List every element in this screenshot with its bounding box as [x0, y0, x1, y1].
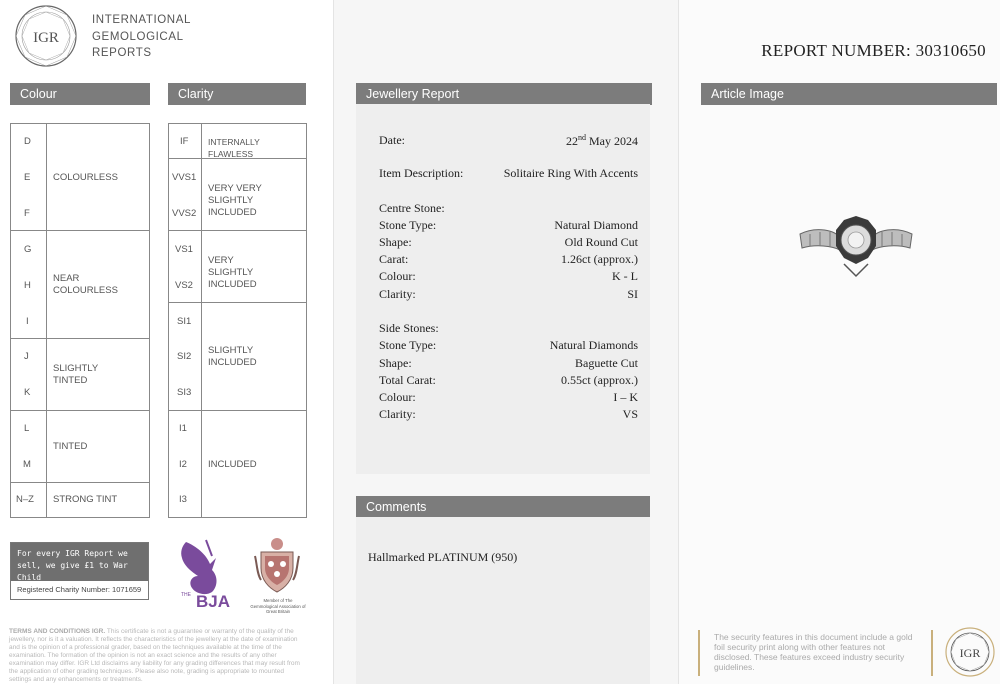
- date-label: Date:: [379, 133, 405, 147]
- seal-text: IGR: [959, 646, 981, 660]
- colour-grade: N–Z: [16, 494, 34, 505]
- charity-box: [10, 542, 149, 600]
- comment-text: Hallmarked PLATINUM (950): [368, 550, 518, 564]
- field-label: Stone Type:: [379, 218, 437, 232]
- divider: [46, 123, 47, 518]
- divider: [168, 410, 307, 411]
- divider: [10, 410, 150, 411]
- fold-line: [678, 0, 679, 684]
- date-suffix: nd: [578, 133, 586, 142]
- colour-group-label: TINTED: [53, 441, 88, 452]
- brand-line: INTERNATIONAL: [92, 14, 191, 26]
- field-label: Carat:: [379, 252, 409, 266]
- colour-header: Colour: [10, 83, 150, 105]
- clarity-group-label: INCLUDED: [208, 459, 257, 470]
- brand-name: [92, 12, 191, 62]
- field-value: K - L: [612, 269, 638, 283]
- clarity-group-label: VERY SLIGHTLY INCLUDED: [208, 255, 257, 290]
- divider: [168, 230, 307, 231]
- security-notice: The security features in this document include a gold foil security print along with other features not disclosed. These features exceed industry security guidelines.: [714, 632, 913, 672]
- colour-grade: G: [24, 244, 32, 255]
- charity-message: For every IGR Report we sell, we give £1 to War Child: [11, 543, 148, 581]
- clarity-grade: IF: [180, 136, 189, 147]
- divider: [10, 482, 150, 483]
- terms-heading: TERMS AND CONDITIONS IGR.: [9, 628, 106, 635]
- gold-divider: [698, 630, 700, 676]
- fold-line: [333, 0, 334, 684]
- gem-association-crest-icon: [251, 534, 303, 596]
- centre-stone-label: Centre Stone:: [379, 201, 445, 215]
- brand-line: REPORTS: [92, 47, 152, 59]
- comments-header: Comments: [356, 496, 650, 518]
- clarity-grade: VVS1: [172, 172, 197, 183]
- jewellery-report-header: Jewellery Report: [356, 83, 652, 105]
- field-value: Natural Diamond: [554, 218, 638, 232]
- field-value: Baguette Cut: [575, 356, 638, 370]
- colour-grade: I: [26, 316, 29, 327]
- clarity-grade: SI3: [177, 387, 192, 398]
- divider: [10, 230, 150, 231]
- divider: [168, 302, 307, 303]
- colour-group-label: COLOURLESS: [53, 172, 118, 183]
- clarity-grade: SI2: [177, 351, 192, 362]
- colour-group-label: STRONG TINT: [53, 494, 118, 505]
- divider: [201, 123, 202, 518]
- field-label: Colour:: [379, 269, 416, 283]
- clarity-grade: VVS2: [172, 208, 197, 219]
- field-label: Stone Type:: [379, 338, 437, 352]
- divider: [10, 338, 150, 339]
- charity-number: Registered Charity Number: 1071659: [17, 585, 142, 594]
- clarity-group-label: INTERNALLY FLAWLESS: [208, 137, 260, 159]
- bja-text: BJA: [196, 592, 231, 611]
- field-value: Natural Diamonds: [549, 338, 638, 352]
- colour-grade: D: [24, 136, 31, 147]
- clarity-grade: SI1: [177, 316, 192, 327]
- bja-prefix: THE: [181, 592, 191, 598]
- clarity-grade: I1: [179, 423, 187, 434]
- side-stones-label: Side Stones:: [379, 321, 439, 335]
- field-value: SI: [627, 287, 638, 301]
- clarity-grade: I3: [179, 494, 187, 505]
- gold-divider: [931, 630, 933, 676]
- colour-grade: H: [24, 280, 31, 291]
- colour-grade: K: [24, 387, 31, 398]
- date-day: 22: [566, 134, 578, 148]
- clarity-group-label: SLIGHTLY INCLUDED: [208, 345, 257, 368]
- clarity-grade: VS2: [175, 280, 193, 291]
- field-value: 0.55ct (approx.): [561, 373, 638, 387]
- igr-seal-icon: [944, 626, 996, 678]
- field-value: 1.26ct (approx.): [561, 252, 638, 266]
- field-value: VS: [622, 407, 638, 421]
- ring-image: [796, 212, 916, 282]
- field-label: Clarity:: [379, 407, 416, 421]
- clarity-group-label: VERY VERY SLIGHTLY INCLUDED: [208, 183, 262, 218]
- report-number: REPORT NUMBER: 30310650: [761, 41, 986, 60]
- bja-unicorn-logo-icon: [172, 536, 238, 612]
- igr-logo-icon: [14, 4, 78, 68]
- brand-line: GEMOLOGICAL: [92, 30, 184, 43]
- field-label: Clarity:: [379, 287, 416, 301]
- date-rest: May 2024: [589, 134, 638, 148]
- field-value: I – K: [613, 390, 638, 404]
- colour-grade: M: [23, 459, 31, 470]
- colour-grade: E: [24, 172, 31, 183]
- comments-body: [356, 517, 650, 684]
- field-value: Old Round Cut: [564, 235, 638, 249]
- clarity-grade: VS1: [175, 244, 193, 255]
- field-label: Colour:: [379, 390, 416, 404]
- colour-grade: F: [24, 208, 30, 219]
- colour-group-label: SLIGHTLY TINTED: [53, 363, 99, 386]
- gem-association-caption: Member of The Gemmological Association of Great Britain: [250, 598, 306, 614]
- article-image-header: Article Image: [701, 83, 997, 105]
- clarity-header: Clarity: [168, 83, 306, 105]
- terms-text: This certificate is not a guarantee or warranty of the quality of the jewellery, nor is it a valuation. It reflects the characteristics of the jewellery at the date of examination and is the opinion of a professional grader, based on the techniques available at the time of the examination. The formation of the opinion is not an exact science and the results of any other examination may differ. IGR Ltd disclaims any liability for any grading differences that may result from the application of other grading techniques. Please also note, grading is appropriate to mounted settings and any enhancements or treatments.: [9, 628, 300, 683]
- field-label: Shape:: [379, 356, 412, 370]
- terms-and-conditions: [9, 628, 305, 684]
- logo-mark-text: IGR: [33, 30, 59, 46]
- field-label: Total Carat:: [379, 373, 436, 387]
- colour-group-label: NEAR COLOURLESS: [53, 273, 118, 296]
- description-label: Item Description:: [379, 166, 464, 180]
- field-label: Shape:: [379, 235, 412, 249]
- clarity-grade: I2: [179, 459, 187, 470]
- colour-grade: L: [24, 423, 30, 434]
- date-value: [566, 133, 638, 149]
- colour-grade: J: [24, 351, 29, 362]
- description-value: Solitaire Ring With Accents: [503, 166, 638, 180]
